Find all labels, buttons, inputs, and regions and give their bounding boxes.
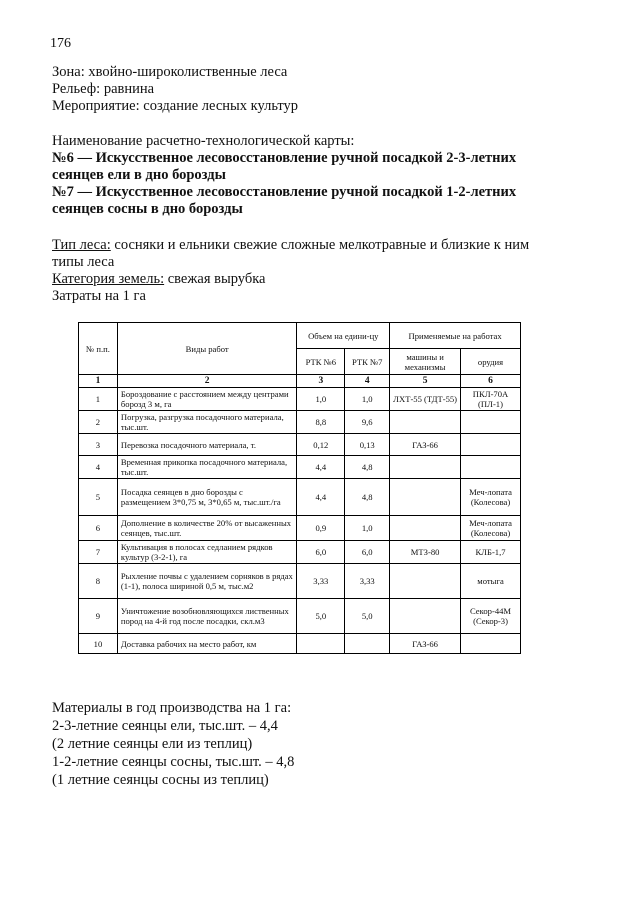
tools-cell xyxy=(461,411,521,434)
table-row xyxy=(79,564,521,599)
rtk6-volume: 4,4 xyxy=(297,456,345,479)
rtk6-volume: 6,0 xyxy=(297,541,345,564)
rtk6-volume: 4,4 xyxy=(297,479,345,516)
materials-line1: 2-3-летние сеянцы ели, тыс.шт. – 4,4 xyxy=(52,718,278,734)
header-volume: Объем на едини-цу xyxy=(297,323,390,349)
work-description: Погрузка, разгрузка посадочного материала, тыс.шт. xyxy=(117,411,296,434)
land-category-value: свежая вырубка xyxy=(164,271,266,287)
machines-cell xyxy=(390,411,461,434)
rtk7-volume: 1,0 xyxy=(345,388,390,411)
tools-cell: Меч-лопата (Колесова) xyxy=(461,516,521,541)
forest-type-line2: типы леса xyxy=(52,254,115,270)
machines-cell xyxy=(390,516,461,541)
machines-cell: ЛХТ-55 (ТДТ-55) xyxy=(390,388,461,411)
row-number: 8 xyxy=(79,564,118,599)
row-number: 6 xyxy=(79,516,118,541)
table-row xyxy=(79,388,521,411)
table-row xyxy=(79,411,521,434)
rtk7-volume: 9,6 xyxy=(345,411,390,434)
tools-cell: КЛБ-1,7 xyxy=(461,541,521,564)
machines-cell: МТЗ-80 xyxy=(390,541,461,564)
col-number: 5 xyxy=(390,375,461,388)
row-number: 2 xyxy=(79,411,118,434)
work-description: Бороздование с расстоянием между центрами борозд 3 м, га xyxy=(117,388,296,411)
header-applied: Применяемые на работах xyxy=(390,323,521,349)
machines-cell xyxy=(390,456,461,479)
work-description: Уничтожение возобновляющихся лиственных пород на 4-й год после посадки, скл.м3 xyxy=(117,599,296,634)
tools-cell: мотыга xyxy=(461,564,521,599)
tools-cell xyxy=(461,456,521,479)
card-item7-line1: №7 — Искусственное лесовосстановление ручной посадкой 1-2-летних xyxy=(52,184,517,200)
machines-cell: ГАЗ-66 xyxy=(390,434,461,456)
machines-cell xyxy=(390,599,461,634)
tools-cell: Меч-лопата (Колесова) xyxy=(461,479,521,516)
forest-type-value: сосняки и ельники свежие сложные мелкотравные и близкие к ним xyxy=(110,237,530,253)
col-number: 4 xyxy=(345,375,390,388)
row-number: 7 xyxy=(79,541,118,564)
card-item6-line1: №6 — Искусственное лесовосстановление ручной посадкой 2-3-летних xyxy=(52,150,517,166)
rtk7-volume: 3,33 xyxy=(345,564,390,599)
row-number: 1 xyxy=(79,388,118,411)
table-row xyxy=(79,479,521,516)
card-item6-line2: сеянцев ели в дно борозды xyxy=(52,167,226,183)
row-number: 9 xyxy=(79,599,118,634)
rtk6-volume: 5,0 xyxy=(297,599,345,634)
tools-cell: Секор-44М (Секор-3) xyxy=(461,599,521,634)
materials-line2: (2 летние сеянцы ели из теплиц) xyxy=(52,736,253,752)
table-row xyxy=(79,634,521,654)
table-row xyxy=(79,434,521,456)
rtk7-volume: 1,0 xyxy=(345,516,390,541)
col-number: 3 xyxy=(297,375,345,388)
work-description: Доставка рабочих на место работ, км xyxy=(117,634,296,654)
tools-cell xyxy=(461,434,521,456)
card-title: Наименование расчетно-технологической карты: xyxy=(52,133,355,149)
land-category-label: Категория земель: xyxy=(52,271,165,287)
rtk6-volume: 3,33 xyxy=(297,564,345,599)
materials-line3: 1-2-летние сеянцы сосны, тыс.шт. – 4,8 xyxy=(52,754,295,770)
rtk6-volume: 0,9 xyxy=(297,516,345,541)
work-description: Перевозка посадочного материала, т. xyxy=(117,434,296,456)
header-machines: машины и механизмы xyxy=(390,349,461,375)
materials-title: Материалы в год производства на 1 га: xyxy=(52,700,292,716)
costs-line: Затраты на 1 га xyxy=(52,288,146,304)
header-rtk7: РТК №7 xyxy=(345,349,390,375)
activity-line: Мероприятие: создание лесных культур xyxy=(52,98,299,114)
rtk7-volume xyxy=(345,634,390,654)
rtk6-volume: 1,0 xyxy=(297,388,345,411)
header-tools: орудия xyxy=(461,349,521,375)
table-row xyxy=(79,541,521,564)
col-number: 2 xyxy=(117,375,296,388)
col-number: 6 xyxy=(461,375,521,388)
materials-line4: (1 летние сеянцы сосны из теплиц) xyxy=(52,772,269,788)
header-num: № п.п. xyxy=(79,323,118,375)
land-category-line xyxy=(52,271,265,288)
forest-type-line xyxy=(52,237,529,254)
table-row xyxy=(79,516,521,541)
machines-cell xyxy=(390,479,461,516)
tools-cell: ПКЛ-70А (ПЛ-1) xyxy=(461,388,521,411)
work-description: Посадка сеянцев в дно борозды с размещением 3*0,75 м, 3*0,65 м, тыс.шт./га xyxy=(117,479,296,516)
tools-cell xyxy=(461,634,521,654)
col-number: 1 xyxy=(79,375,118,388)
row-number: 4 xyxy=(79,456,118,479)
rtk6-volume xyxy=(297,634,345,654)
page-number: 176 xyxy=(50,36,71,51)
zone-line: Зона: хвойно-широколиственные леса xyxy=(52,64,288,80)
work-description: Дополнение в количестве 20% от высаженных сеянцев, тыс.шт. xyxy=(117,516,296,541)
machines-cell xyxy=(390,564,461,599)
row-number: 3 xyxy=(79,434,118,456)
rtk7-volume: 5,0 xyxy=(345,599,390,634)
relief-line: Рельеф: равнина xyxy=(52,81,155,97)
header-rtk6: РТК №6 xyxy=(297,349,345,375)
works-table xyxy=(78,322,521,654)
card-item7-line2: сеянцев сосны в дно борозды xyxy=(52,201,243,217)
table-row xyxy=(79,599,521,634)
header-works: Виды работ xyxy=(117,323,296,375)
forest-type-label: Тип леса: xyxy=(52,237,111,253)
rtk7-volume: 4,8 xyxy=(345,479,390,516)
row-number: 10 xyxy=(79,634,118,654)
table-row xyxy=(79,456,521,479)
row-number: 5 xyxy=(79,479,118,516)
rtk6-volume: 8,8 xyxy=(297,411,345,434)
work-description: Культивация в полосах седланием рядков культур (3-2-1), га xyxy=(117,541,296,564)
work-description: Временная прикопка посадочного материала, тыс.шт. xyxy=(117,456,296,479)
rtk7-volume: 0,13 xyxy=(345,434,390,456)
work-description: Рыхление почвы с удалением сорняков в рядах (1-1), полоса шириной 0,5 м, тыс.м2 xyxy=(117,564,296,599)
rtk7-volume: 4,8 xyxy=(345,456,390,479)
machines-cell: ГАЗ-66 xyxy=(390,634,461,654)
rtk6-volume: 0,12 xyxy=(297,434,345,456)
rtk7-volume: 6,0 xyxy=(345,541,390,564)
